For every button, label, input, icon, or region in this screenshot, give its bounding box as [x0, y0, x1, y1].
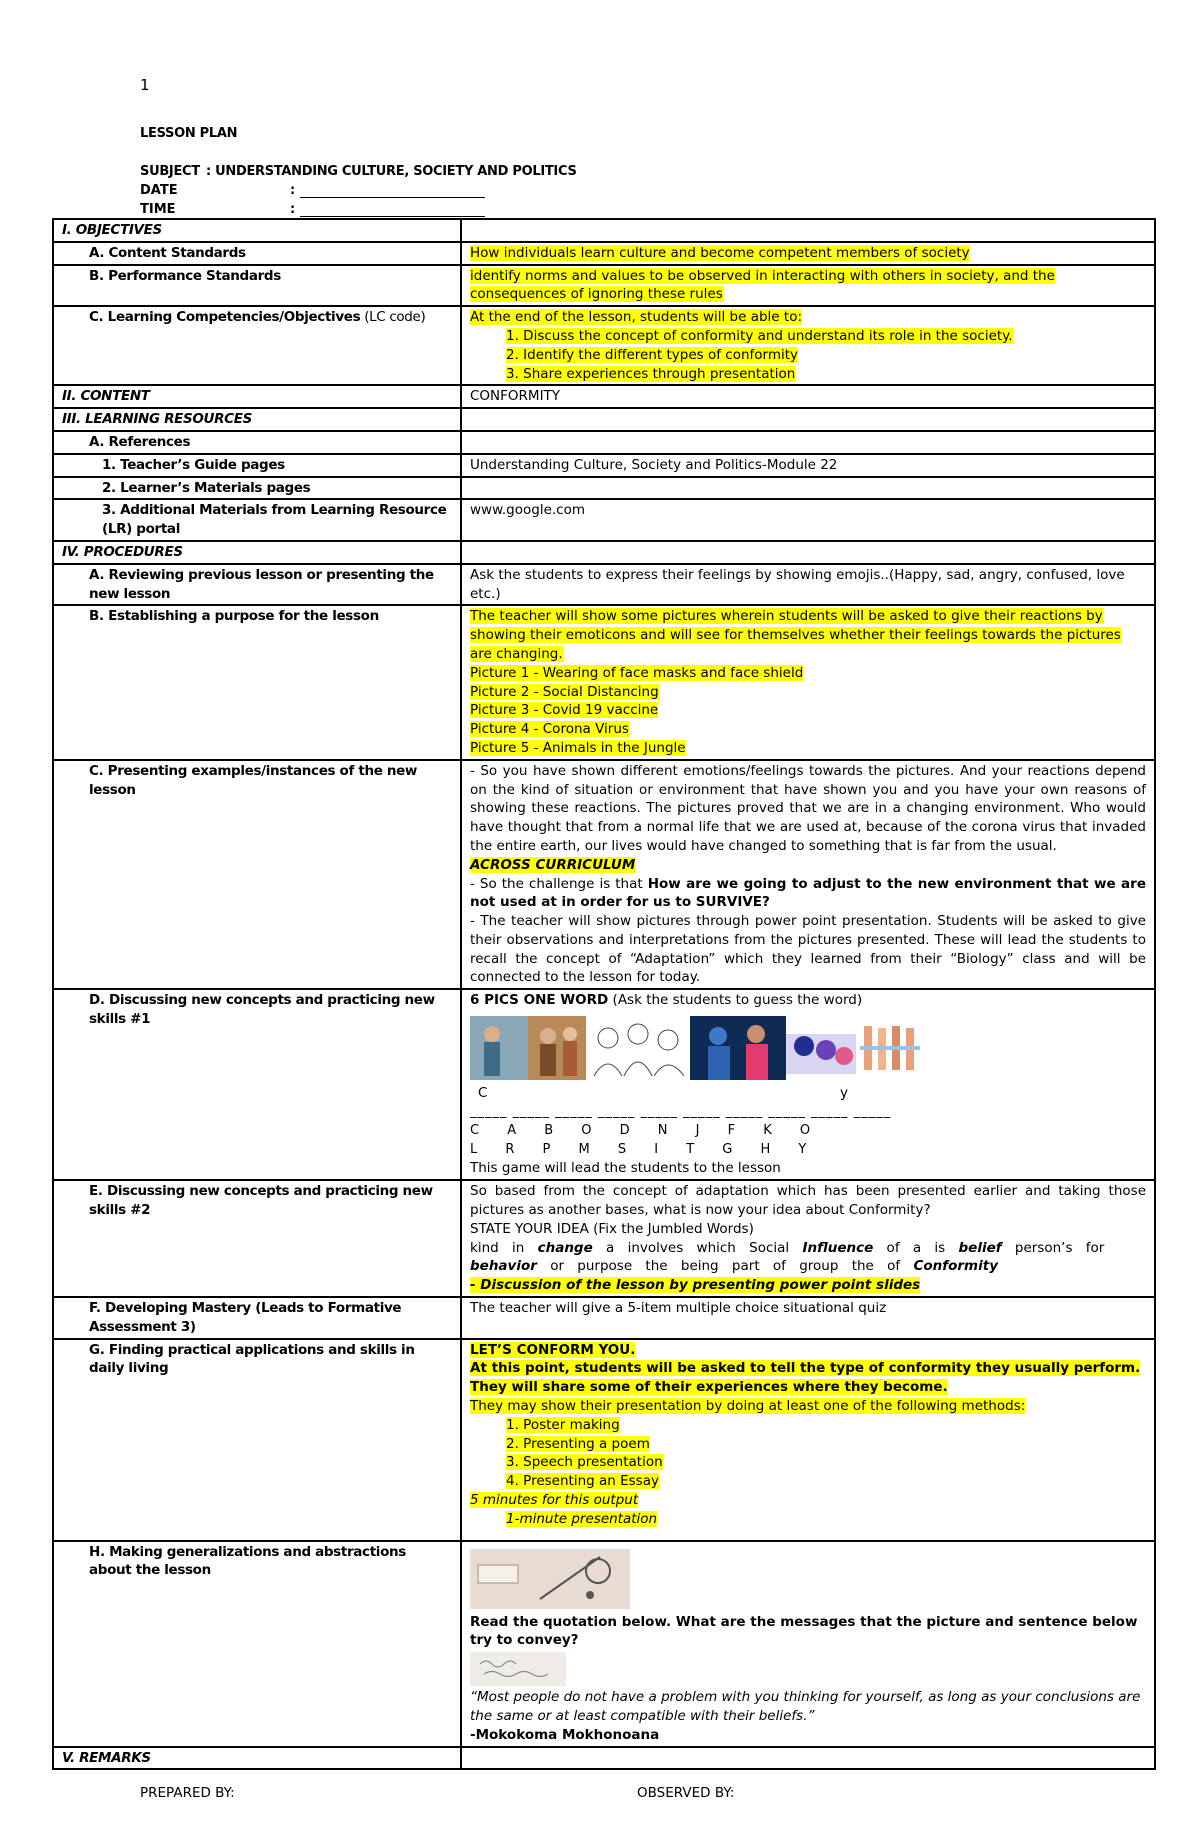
- proc-g-time-1: 5 minutes for this output: [470, 1492, 639, 1509]
- jumble-part: behavior: [470, 1258, 537, 1275]
- method-item: 4. Presenting an Essay: [506, 1473, 659, 1490]
- performance-standards-value: identify norms and values to be observed in interacting with others in society, and the consequences of ignoring these rules: [470, 267, 1055, 303]
- jumble-part: or purpose the being part of group the of: [536, 1258, 914, 1275]
- references-empty: [461, 431, 1155, 454]
- content-standards-cell: [461, 242, 1155, 265]
- row-remarks: [53, 1747, 1155, 1770]
- picture-animals: [856, 1016, 926, 1080]
- jumbled-words-2: [470, 1257, 1146, 1276]
- content-value: CONFORMITY: [461, 385, 1155, 408]
- row-learning-competencies: [53, 306, 1155, 385]
- row-proc-b: [53, 605, 1155, 759]
- proc-f-value: The teacher will give a 5-item multiple choice situational quiz: [461, 1297, 1155, 1339]
- picture-vaccine: [690, 1016, 786, 1080]
- proc-c-paragraph-3: - The teacher will show pictures through power point presentation. Students will be asked to give their observations and interpretations from the pictures presented. These will lead the students to recall the concept of “Adaptation” which they learned from their “Biology” class and will be connected to the lesson for today.: [470, 913, 1146, 986]
- jumble-part: person’s for: [1001, 1239, 1105, 1256]
- page-number: 1: [140, 76, 150, 94]
- proc-a-label: A. Reviewing previous lesson or presenting the new lesson: [53, 564, 461, 606]
- proc-g-title: LET’S CONFORM YOU.: [470, 1341, 636, 1358]
- picture-item: Picture 5 - Animals in the Jungle: [470, 739, 686, 756]
- proc-a-value: Ask the students to express their feelings by showing emojis..(Happy, sad, angry, confused, love etc.): [461, 564, 1155, 606]
- teachers-guide-value: Understanding Culture, Society and Politics-Module 22: [461, 454, 1155, 477]
- subject-value: : UNDERSTANDING CULTURE, SOCIETY AND POLITICS: [206, 164, 577, 179]
- row-references: [53, 431, 1155, 454]
- time-blank: [300, 202, 485, 217]
- proc-b-label: B. Establishing a purpose for the lesson: [53, 605, 461, 759]
- learning-item: 2. Identify the different types of conformity: [506, 346, 799, 363]
- resources-heading: III. LEARNING RESOURCES: [53, 408, 461, 431]
- proc-c-paragraph-1: - So you have shown different emotions/feelings towards the pictures. And your reactions depend on the kind of situation or environment that have shown you and you have your own reasons of showing these reactions. The pictures proved that we are in a changing environment. Who would have thought that from a normal life that we are used at, because of the corona virus that invaded the entire earth, our lives would have changed to something that is far from the usual.: [470, 762, 1146, 854]
- handwriting-picture: [470, 1652, 566, 1686]
- date-blank: [300, 183, 485, 198]
- additional-materials-label: 3. Additional Materials from Learning Resource (LR) portal: [53, 499, 461, 541]
- performance-standards-label: B. Performance Standards: [53, 265, 461, 307]
- picture-strip: [470, 1016, 1146, 1082]
- row-teachers-guide: [53, 454, 1155, 477]
- jumble-part: belief: [958, 1239, 1002, 1256]
- row-proc-c: [53, 760, 1155, 990]
- remarks-heading: V. REMARKS: [53, 1747, 461, 1770]
- jumble-part: change: [537, 1239, 593, 1256]
- proc-b-cell: [461, 605, 1155, 759]
- proc-g-label: G. Finding practical applications and skills in daily living: [53, 1339, 461, 1541]
- proc-e-paragraph-2: STATE YOUR IDEA (Fix the Jumbled Words): [470, 1220, 754, 1237]
- observed-by: OBSERVED BY:: [637, 1785, 735, 1801]
- objectives-empty: [461, 219, 1155, 242]
- subject-label: SUBJECT: [140, 164, 200, 179]
- proc-e-label: E. Discussing new concepts and practicing new skills #2: [53, 1180, 461, 1297]
- learning-intro: At the end of the lesson, students will be able to:: [470, 309, 802, 326]
- proc-h-author: -Mokokoma Mokhonoana: [470, 1726, 660, 1743]
- picture-item: Picture 3 - Covid 19 vaccine: [470, 702, 659, 719]
- date-colon: :: [290, 183, 296, 198]
- learners-materials-empty: [461, 477, 1155, 500]
- learning-comp-code: (LC code): [360, 309, 426, 326]
- proc-c-paragraph-2b: How are we going to adjust to the new environment that we are not used at in order for us to SURVIVE?: [470, 875, 1146, 911]
- row-objectives: [53, 219, 1155, 242]
- answer-blanks: _____ _____ _____ _____ _____ _____ _____ _____ _____ _____: [470, 1104, 892, 1120]
- letters-row-2: L R P M S I T G H Y: [470, 1141, 819, 1157]
- row-content: [53, 385, 1155, 408]
- procedures-empty: [461, 541, 1155, 564]
- performance-standards-cell: [461, 265, 1155, 307]
- row-proc-a: [53, 564, 1155, 606]
- time-line: [140, 202, 485, 217]
- resources-empty: [461, 408, 1155, 431]
- learners-materials-label: 2. Learner’s Materials pages: [53, 477, 461, 500]
- method-item: 1. Poster making: [506, 1416, 620, 1433]
- proc-g-cell: [461, 1339, 1155, 1541]
- row-content-standards: [53, 242, 1155, 265]
- picture-masks: [470, 1016, 586, 1080]
- game-note: (Ask the students to guess the word): [608, 992, 863, 1009]
- game-title: 6 PICS ONE WORD: [470, 992, 609, 1009]
- lesson-plan-table: [52, 218, 1156, 1770]
- row-proc-e: [53, 1180, 1155, 1297]
- content-heading: II. CONTENT: [53, 385, 461, 408]
- jumble-part: Conformity: [913, 1258, 998, 1275]
- row-additional-materials: [53, 499, 1155, 541]
- row-proc-d: [53, 989, 1155, 1180]
- jumble-part: a involves which Social: [592, 1239, 803, 1256]
- picture-item: Picture 4 - Corona Virus: [470, 721, 629, 738]
- time-label: TIME: [140, 202, 176, 217]
- proc-h-quote: “Most people do not have a problem with you thinking for yourself, as long as your conclusions are the same or at least compatible with their beliefs.”: [470, 1689, 1141, 1725]
- content-standards-label: A. Content Standards: [53, 242, 461, 265]
- procedures-heading: IV. PROCEDURES: [53, 541, 461, 564]
- picture-item: Picture 1 - Wearing of face masks and face shield: [470, 664, 804, 681]
- row-learners-materials: [53, 477, 1155, 500]
- method-item: 3. Speech presentation: [506, 1454, 663, 1471]
- proc-e-cell: [461, 1180, 1155, 1297]
- additional-materials-value: www.google.com: [461, 499, 1155, 541]
- proc-h-cell: [461, 1541, 1155, 1747]
- learning-item: 1. Discuss the concept of conformity and understand its role in the society.: [506, 327, 1013, 344]
- teachers-guide-label: 1. Teacher’s Guide pages: [53, 454, 461, 477]
- content-standards-value: How individuals learn culture and become competent members of society: [470, 244, 970, 261]
- game-note-bottom: This game will lead the students to the lesson: [470, 1160, 781, 1177]
- row-procedures: [53, 541, 1155, 564]
- objectives-heading: I. OBJECTIVES: [53, 219, 461, 242]
- proc-c-cell: [461, 760, 1155, 990]
- reflect-picture: [470, 1549, 630, 1609]
- proc-c-label: C. Presenting examples/instances of the new lesson: [53, 760, 461, 990]
- picture-item: Picture 2 - Social Distancing: [470, 683, 659, 700]
- prepared-by: PREPARED BY:: [140, 1785, 235, 1801]
- learning-comp-cell: [461, 306, 1155, 385]
- picture-sketch: [586, 1016, 690, 1080]
- proc-h-label: H. Making generalizations and abstractions about the lesson: [53, 1541, 461, 1747]
- proc-b-intro: The teacher will show some pictures wherein students will be asked to give their reactions by showing their emoticons and will see for themselves whether their feelings towards the pictures are changing.: [470, 608, 1121, 662]
- row-proc-f: [53, 1297, 1155, 1339]
- picture-virus: [786, 1016, 856, 1080]
- jumbled-words-1: [470, 1239, 1146, 1258]
- jumble-part: kind in: [470, 1239, 538, 1256]
- across-curriculum: ACROSS CURRICULUM: [470, 856, 636, 873]
- hint-c: C: [478, 1085, 488, 1102]
- proc-g-paragraph-1: At this point, students will be asked to tell the type of conformity they usually perform. They will share some of their experiences where they become.: [470, 1360, 1141, 1396]
- letters-row-1: C A B O D N J F K O: [470, 1122, 823, 1138]
- jumble-part: of a is: [873, 1239, 959, 1256]
- learning-item: 3. Share experiences through presentation: [506, 365, 796, 382]
- proc-e-paragraph-1: So based from the concept of adaptation which has been presented earlier and taking those pictures as another bases, what is now your idea about Conformity?: [470, 1183, 1146, 1219]
- row-proc-g: [53, 1339, 1155, 1541]
- proc-g-paragraph-2: They may show their presentation by doing at least one of the following methods:: [470, 1398, 1026, 1415]
- references-label: A. References: [53, 431, 461, 454]
- remarks-empty: [461, 1747, 1155, 1770]
- proc-d-cell: [461, 989, 1155, 1180]
- doc-title: LESSON PLAN: [140, 126, 238, 141]
- row-performance-standards: [53, 265, 1155, 307]
- proc-e-discussion: - Discussion of the lesson by presenting power point slides: [470, 1277, 921, 1294]
- proc-g-time-2: 1-minute presentation: [506, 1510, 658, 1527]
- row-proc-h: [53, 1541, 1155, 1747]
- proc-d-label: D. Discussing new concepts and practicing new skills #1: [53, 989, 461, 1180]
- proc-h-question: Read the quotation below. What are the messages that the picture and sentence below try to convey?: [470, 1613, 1138, 1649]
- time-colon: :: [290, 202, 296, 217]
- proc-f-label: F. Developing Mastery (Leads to Formative Assessment 3): [53, 1297, 461, 1339]
- proc-c-paragraph-2a: - So the challenge is that: [470, 875, 648, 892]
- method-item: 2. Presenting a poem: [506, 1435, 650, 1452]
- date-line: [140, 183, 485, 198]
- date-label: DATE: [140, 183, 178, 198]
- learning-comp-title: C. Learning Competencies/Objectives: [89, 309, 361, 326]
- jumble-part: Influence: [802, 1239, 874, 1256]
- row-resources: [53, 408, 1155, 431]
- learning-comp-label: [53, 306, 461, 385]
- subject-line: [140, 164, 577, 179]
- hint-y: y: [840, 1085, 848, 1102]
